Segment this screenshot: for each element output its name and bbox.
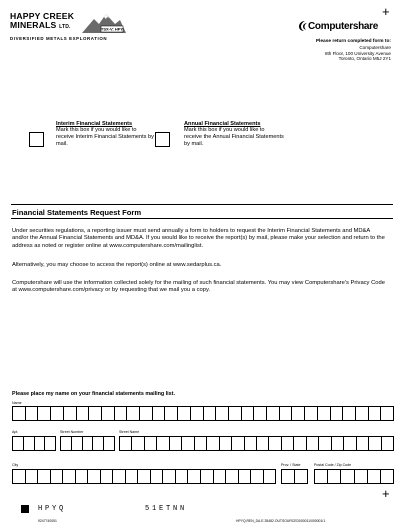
postal-code-field[interactable]	[314, 469, 394, 484]
character-cell[interactable]	[269, 437, 281, 450]
section-title: Financial Statements Request Form	[12, 208, 142, 217]
issuer-ltd: LTD.	[59, 24, 71, 30]
character-cell[interactable]	[140, 407, 153, 420]
character-cell[interactable]	[226, 470, 239, 483]
character-cell[interactable]	[138, 470, 151, 483]
character-cell[interactable]	[178, 407, 191, 420]
character-cell[interactable]	[294, 437, 306, 450]
apt-field[interactable]	[12, 436, 56, 451]
character-cell[interactable]	[13, 470, 26, 483]
character-cell[interactable]	[245, 437, 257, 450]
character-cell[interactable]	[63, 470, 76, 483]
character-cell[interactable]	[165, 407, 178, 420]
character-cell[interactable]	[38, 407, 51, 420]
city-label: City	[12, 463, 19, 467]
character-cell[interactable]	[76, 470, 89, 483]
character-cell[interactable]	[157, 437, 169, 450]
character-cell[interactable]	[382, 437, 393, 450]
character-cell[interactable]	[282, 470, 295, 483]
character-cell[interactable]	[216, 407, 229, 420]
interim-statements-checkbox[interactable]	[29, 132, 44, 147]
character-cell[interactable]	[381, 470, 393, 483]
character-cell[interactable]	[51, 470, 64, 483]
apt-label: Apt.	[12, 430, 19, 434]
character-cell[interactable]	[120, 437, 132, 450]
return-address-line: Computershare	[359, 44, 391, 50]
character-cell[interactable]	[127, 407, 140, 420]
character-cell[interactable]	[188, 470, 201, 483]
character-cell[interactable]	[24, 437, 35, 450]
character-cell[interactable]	[102, 407, 115, 420]
issuer-tagline: DIVERSIFIED METALS EXPLORATION	[10, 36, 108, 41]
computershare-wordmark: Computershare	[308, 20, 379, 32]
registration-mark-top: +	[382, 4, 390, 19]
character-cell[interactable]	[318, 407, 331, 420]
character-cell[interactable]	[331, 407, 344, 420]
character-cell[interactable]	[251, 470, 264, 483]
prov-state-label: Prov. / State	[281, 463, 301, 467]
character-cell[interactable]	[344, 437, 356, 450]
character-cell[interactable]	[207, 437, 219, 450]
character-cell[interactable]	[201, 470, 214, 483]
return-address-line: Toronto, Ontario M5J 2Y1	[338, 56, 391, 62]
interim-statements-option	[56, 121, 156, 149]
character-cell[interactable]	[295, 470, 307, 483]
character-cell[interactable]	[101, 470, 114, 483]
intro-paragraph: Under securities regulations, a reporting issuer must send annually a form to holders to request the Interim Financial Statements and MD&A and/or the Annual Financial Statements and MD&A. If you would like to receive the report(s) by mail, please make your selection and return to the address as noted or register online at www.computershare.com/mailinglist.	[12, 228, 385, 249]
character-cell[interactable]	[38, 470, 51, 483]
character-cell[interactable]	[88, 470, 101, 483]
character-cell[interactable]	[357, 437, 369, 450]
character-cell[interactable]	[369, 407, 382, 420]
character-cell[interactable]	[126, 470, 139, 483]
character-cell[interactable]	[355, 470, 368, 483]
computershare-logo	[298, 19, 378, 33]
character-cell[interactable]	[369, 437, 381, 450]
character-cell[interactable]	[307, 437, 319, 450]
character-cell[interactable]	[26, 470, 39, 483]
character-cell[interactable]	[195, 437, 207, 450]
section-rule-top	[11, 204, 393, 205]
character-cell[interactable]	[264, 470, 276, 483]
corner-marker	[21, 505, 29, 513]
character-cell[interactable]	[61, 437, 72, 450]
character-cell[interactable]	[132, 437, 144, 450]
character-cell[interactable]	[229, 407, 242, 420]
return-address	[255, 39, 391, 62]
character-cell[interactable]	[145, 437, 157, 450]
postal-code-label: Postal Code / Zip Code	[314, 463, 352, 467]
character-cell[interactable]	[13, 437, 24, 450]
mountain-icon	[82, 13, 126, 33]
character-cell[interactable]	[176, 470, 189, 483]
character-cell[interactable]	[72, 437, 83, 450]
character-cell[interactable]	[356, 407, 369, 420]
character-cell[interactable]	[267, 407, 280, 420]
interim-statements-desc: Mark this box if you would like to receive Interim Financial Statements by mail.	[56, 127, 154, 148]
online-access-paragraph: Alternatively, you may choose to access the report(s) online at www.sedarplus.ca.	[12, 262, 222, 268]
city-field[interactable]	[12, 469, 276, 484]
character-cell[interactable]	[93, 437, 104, 450]
section-rule-bottom	[11, 218, 393, 219]
character-cell[interactable]	[280, 407, 293, 420]
character-cell[interactable]	[151, 470, 164, 483]
character-cell[interactable]	[319, 437, 331, 450]
character-cell[interactable]	[89, 407, 102, 420]
issuer-logo	[10, 12, 135, 46]
return-label: Please return completed form to:	[315, 39, 391, 44]
name-field[interactable]	[12, 406, 394, 421]
footer-barcode-text: HPYQ.REN_DA.E.35482.OUTSOURCED000011/000001/1	[236, 519, 326, 523]
registration-mark-bottom: +	[382, 486, 390, 501]
character-cell[interactable]	[64, 407, 77, 420]
character-cell[interactable]	[13, 407, 26, 420]
annual-statements-desc: Mark this box if you would like to receive the Annual Financial Statements by mail.	[184, 127, 284, 148]
character-cell[interactable]	[257, 437, 269, 450]
footer-code-left: HPYQ	[38, 505, 67, 513]
footer-code-right: 51ETNN	[145, 505, 188, 513]
character-cell[interactable]	[368, 470, 381, 483]
character-cell[interactable]	[220, 437, 232, 450]
character-cell[interactable]	[242, 407, 255, 420]
character-cell[interactable]	[343, 407, 356, 420]
character-cell[interactable]	[113, 470, 126, 483]
name-label: Name	[12, 401, 22, 405]
annual-statements-title: Annual Financial Statements	[184, 121, 261, 127]
character-cell[interactable]	[163, 470, 176, 483]
character-cell[interactable]	[282, 437, 294, 450]
interim-statements-title: Interim Financial Statements	[56, 121, 133, 127]
computershare-swirl-icon	[298, 20, 308, 32]
character-cell[interactable]	[153, 407, 166, 420]
street-number-field[interactable]	[60, 436, 115, 451]
character-cell[interactable]	[83, 437, 94, 450]
character-cell[interactable]	[115, 407, 128, 420]
footer-doc-id: 9247740051	[38, 519, 57, 523]
character-cell[interactable]	[170, 437, 182, 450]
character-cell[interactable]	[204, 407, 217, 420]
street-name-label: Street Name	[119, 430, 140, 434]
character-cell[interactable]	[315, 470, 328, 483]
character-cell[interactable]	[51, 407, 64, 420]
character-cell[interactable]	[305, 407, 318, 420]
character-cell[interactable]	[182, 437, 194, 450]
character-cell[interactable]	[381, 407, 393, 420]
character-cell[interactable]	[292, 407, 305, 420]
character-cell[interactable]	[191, 407, 204, 420]
character-cell[interactable]	[328, 470, 341, 483]
issuer-ticker: TSX-V: HPY	[100, 26, 124, 32]
character-cell[interactable]	[35, 437, 46, 450]
street-name-field[interactable]	[119, 436, 394, 451]
character-cell[interactable]	[254, 407, 267, 420]
character-cell[interactable]	[239, 470, 252, 483]
character-cell[interactable]	[26, 407, 39, 420]
character-cell[interactable]	[332, 437, 344, 450]
mailing-list-title: Please place my name on your financial statements mailing list.	[12, 391, 175, 397]
issuer-name-line2-text: MINERALS	[10, 20, 57, 30]
character-cell[interactable]	[341, 470, 354, 483]
street-number-label: Street Number	[60, 430, 84, 434]
character-cell[interactable]	[232, 437, 244, 450]
annual-statements-checkbox[interactable]	[155, 132, 170, 147]
character-cell[interactable]	[104, 437, 114, 450]
annual-statements-option	[184, 121, 284, 149]
character-cell[interactable]	[214, 470, 227, 483]
prov-state-field[interactable]	[281, 469, 308, 484]
character-cell[interactable]	[45, 437, 55, 450]
character-cell[interactable]	[77, 407, 90, 420]
privacy-paragraph: Computershare will use the information collected solely for the mailing of such financial statements. You may view Computershare's Privacy Code at www.computershare.com/privacy or by requesting that we mail you a copy.	[12, 280, 385, 294]
return-address-line: 8th Floor, 100 University Avenue	[324, 50, 391, 56]
issuer-name-line1: HAPPY CREEK	[10, 11, 75, 21]
